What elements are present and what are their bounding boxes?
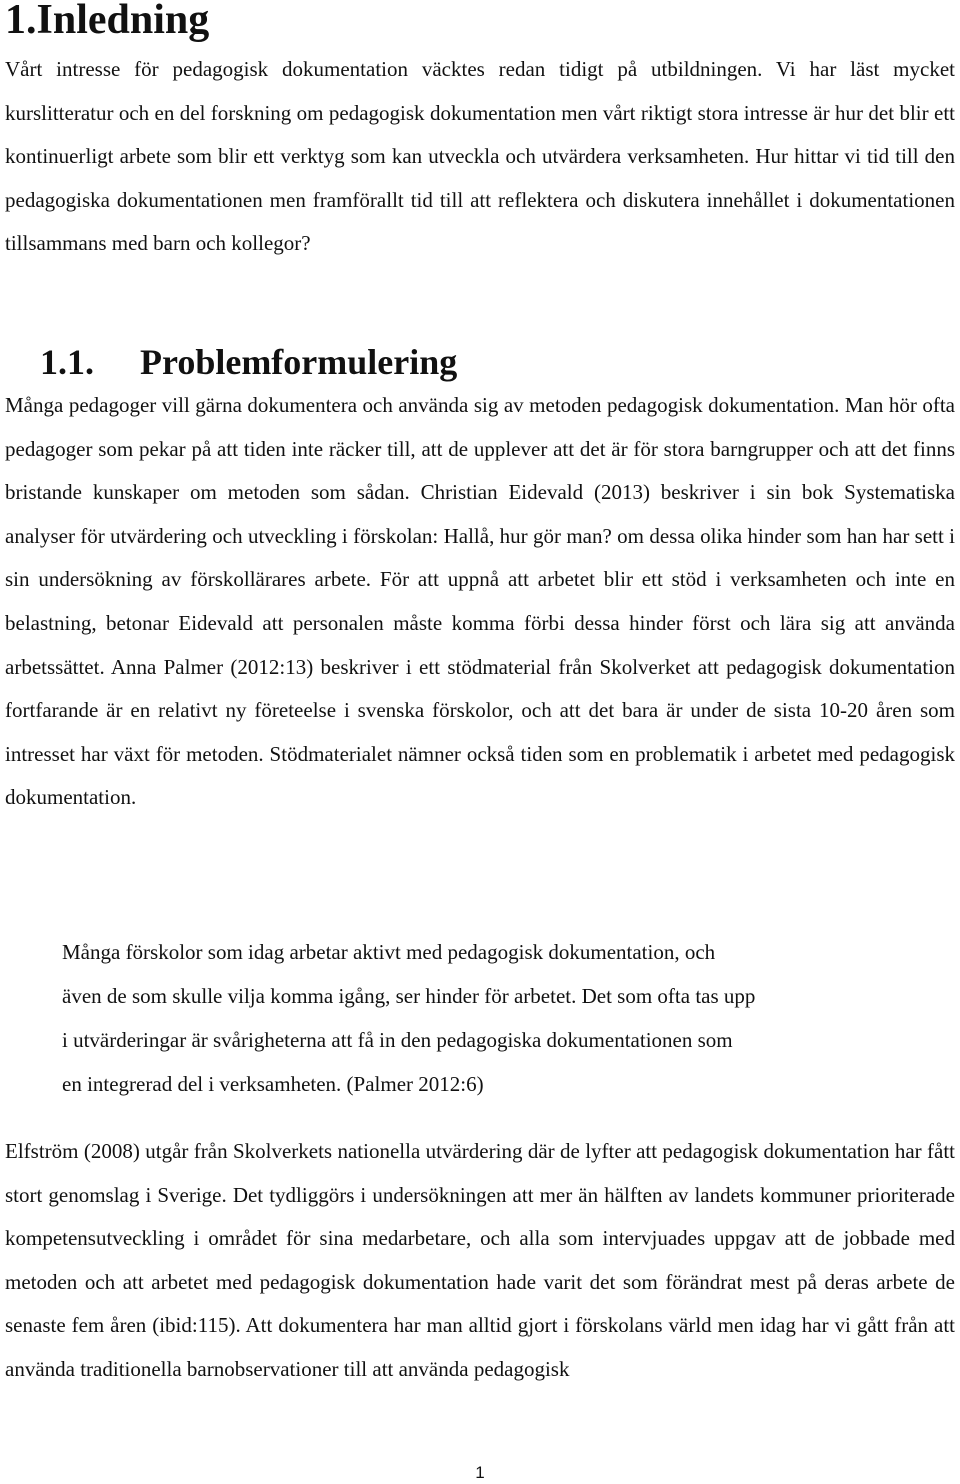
problem-paragraph: Många pedagoger vill gärna dokumentera och använda sig av metoden pedagogisk dokumentation. Man hör ofta pedagoger som pekar på att tiden inte räcker till, att de upplever att det är för stora barngrupper och att det finns bristande kunskaper om metoden som sådan. Christian Eidevald (2013) beskriver i sin bok Systematiska analyser för utvärdering och utveckling i förskolan: Hallå, hur gör man? om dessa olika hinder som han har sett i sin undersökning av förskollärares arbete. För att uppnå att arbetet blir ett stöd i verksamheten och inte en belastning, betonar Eidevald att personalen måste komma förbi dessa hinder först och lära sig att använda arbetssättet. Anna Palmer (2012:13) beskriver i ett stödmaterial från Skolverket att pedagogisk dokumentation fortfarande är en relativt ny företeelse i svenska förskolor, och att det bara är under de sista 10-20 åren som intresset har växt för metoden. Stödmaterialet nämner också tiden som en problematik i arbetet med pedagogisk dokumentation. — [5, 393, 955, 810]
page-number: 1 — [475, 1463, 485, 1482]
section-heading: 1.Inledning — [5, 0, 210, 43]
quote-line: en integrerad del i verksamheten. (Palmer 2012:6) — [62, 1072, 484, 1096]
intro-paragraph: Vårt intresse för pedagogisk dokumentation väcktes redan tidigt på utbildningen. Vi har läst mycket kurslitteratur och en del forskning om pedagogisk dokumentation men vårt riktigt stora intresse är hur det blir ett kontinuerligt arbete som blir ett verktyg som kan utveckla och utvärdera verksamheten. Hur hittar vi tid till den pedagogiska dokumentationen men framförallt tid till att reflektera och diskutera innehållet i dokumentationen tillsammans med barn och kollegor? — [5, 57, 955, 256]
quote-line: i utvärderingar är svårigheterna att få in den pedagogiska dokumentationen som — [62, 1028, 733, 1052]
subsection-title: Problemformulering — [140, 342, 458, 382]
elfstrom-paragraph: Elfström (2008) utgår från Skolverkets nationella utvärdering där de lyfter att pedagogisk dokumentation har fått stort genomslag i Sverige. Det tydliggörs i undersökningen att mer än hälften av landets kommuner prioriterade kompetensutveckling i området för sina medarbetare, och alla som intervjuades uppgav att de jobbade med metoden och att arbetet med pedagogisk dokumentation hade varit det som förändrat mest på deras arbete de senaste fem åren (ibid:115). Att dokumentera har man alltid gjort i förskolans värld men idag har vi gått från att använda traditionella barnobservationer till att använda pedagogisk — [5, 1139, 955, 1381]
subsection-heading — [40, 340, 457, 384]
quote-line: även de som skulle vilja komma igång, ser hinder för arbetet. Det som ofta tas upp — [62, 984, 756, 1008]
quote-line: Många förskolor som idag arbetar aktivt med pedagogisk dokumentation, och — [62, 940, 716, 964]
block-quote — [62, 930, 942, 1106]
subsection-number: 1.1. — [40, 342, 94, 382]
